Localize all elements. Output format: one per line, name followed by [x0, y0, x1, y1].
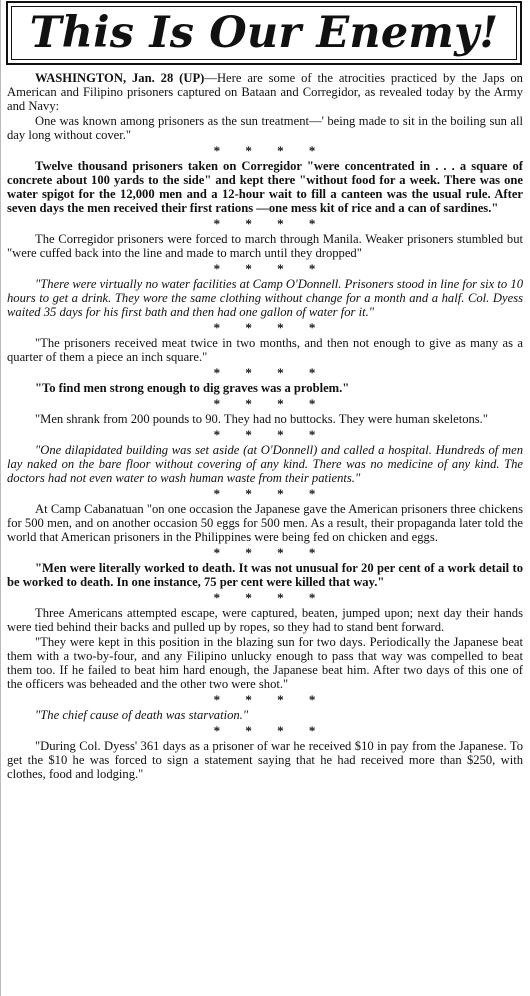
separator-stars: * * * * [213, 216, 327, 231]
headline: This Is Our Enemy! [29, 7, 499, 58]
separator-stars: * * * * [213, 723, 327, 738]
separator-stars: * * * * [213, 365, 327, 380]
paragraph-intro [7, 71, 523, 113]
paragraph-text: —Here are some of the atrocities practiced by the Japs on American and Filipino prisoners captured on Bataan and Corregidor, as revealed today by the Army and Navy: [7, 71, 523, 113]
paragraph: "Men were literally worked to death. It was not unusual for 20 per cent of a work detail to be worked to death. In one instance, 75 per cent were killed that way." [7, 561, 523, 589]
paragraph: One was known among prisoners as the sun treatment—' being made to sit in the boiling sun all day long without cover." [7, 114, 523, 142]
paragraph: "To find men strong enough to dig graves was a problem." [35, 381, 350, 395]
paragraph: "The chief cause of death was starvation." [35, 708, 249, 722]
paragraph: Three Americans attempted escape, were captured, beaten, jumped upon; next day their hands were tied behind their backs and pulled up by ropes, so they had to stand bent forward. [7, 606, 523, 634]
separator-stars: * * * * [213, 143, 327, 158]
separator-stars: * * * * [213, 261, 327, 276]
paragraph: "They were kept in this position in the blazing sun for two days. Periodically the Japanese beat them with a two-by-four, and any Filipino unlucky enough to pass that way was compelled to beat them too. If he failed to beat him hard enough, the Japanese beat him. After two days of this one of the officers was beheaded and the other two were shot." [7, 635, 523, 691]
paragraph: "Men shrank from 200 pounds to 90. They had no buttocks. They were human skeletons." [35, 412, 488, 426]
paragraph: The Corregidor prisoners were forced to march through Manila. Weaker prisoners stumbled but "were cuffed back into the line and made to march until they dropped" [7, 232, 523, 260]
dateline: WASHINGTON, Jan. 28 (UP) [35, 71, 205, 85]
headline-box [6, 1, 522, 65]
separator-stars: * * * * [213, 692, 327, 707]
separator-stars: * * * * [213, 396, 327, 411]
paragraph: "The prisoners received meat twice in two months, and then not enough to give as many as a quarter of them a piece an inch square." [7, 336, 523, 364]
separator-stars: * * * * [213, 590, 327, 605]
paragraph: At Camp Cabanatuan "on one occasion the Japanese gave the American prisoners three chickens for 500 men, and on another occasion 50 eggs for 500 men. As a result, their propaganda later told the world that American prisoners in the Philippines were being fed on chicken and eggs. [7, 502, 523, 544]
paragraph: "One dilapidated building was set aside (at O'Donnell) and called a hospital. Hundreds of men lay naked on the bare floor without covering of any kind. There was no medicine of any kind. The doctors had not even water to wash human waste from their patients." [7, 443, 523, 485]
paragraph: Twelve thousand prisoners taken on Corregidor "were concentrated in . . . a square of concrete about 100 yards to the side" and kept there "without food for a week. There was one water spigot for the 12,000 men and a 12-hour wait to fill a canteen was the usual rule. After seven days the men received their first rations —one mess kit of rice and a can of sardines." [7, 159, 523, 215]
article-body [7, 71, 523, 782]
paragraph: "There were virtually no water facilities at Camp O'Donnell. Prisoners stood in line for six to 10 hours to get a drink. They wore the same clothing without change for a month and a half. Col. Dyess waited 35 days for his first bath and then had one gallon of water for it." [7, 277, 523, 319]
separator-stars: * * * * [213, 486, 327, 501]
separator-stars: * * * * [213, 427, 327, 442]
separator-stars: * * * * [213, 545, 327, 560]
separator-stars: * * * * [213, 320, 327, 335]
paragraph: "During Col. Dyess' 361 days as a prisoner of war he received $10 in pay from the Japanese. To get the $10 he was forced to sign a statement saying that he had received more than $250, with clothes, food and lodging." [7, 739, 523, 781]
